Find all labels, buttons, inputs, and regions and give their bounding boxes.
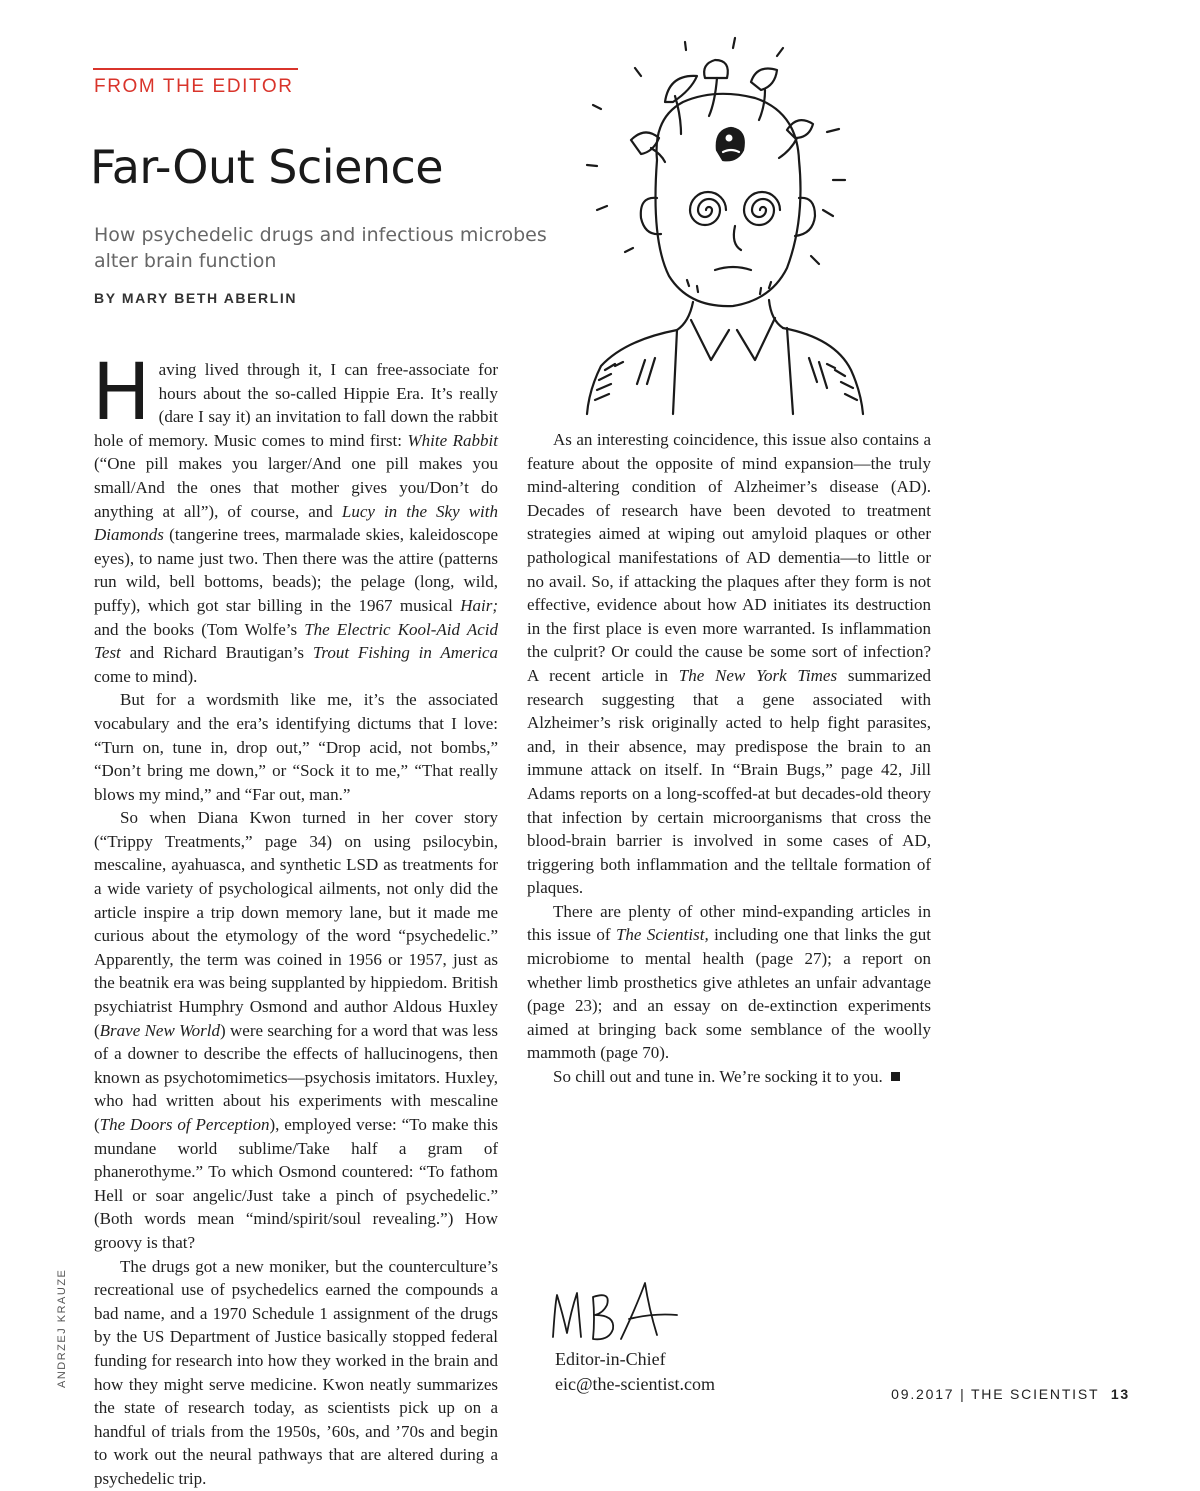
- paragraph: The drugs got a new moniker, but the counterculture’s recreational use of psychedelics earned the compounds a bad name, and a 1970 Schedule 1 assignment of the drugs by the US Department of Justice basically stopped federal funding for research into how they worked in the brain and how they might serve medicine. Kwon neatly summarizes the state of research today, as scientists pick up on a handful of trials from the 1950s, ’60s, and ’70s and begin to work out the neural pathways that are altered during a psychedelic trip.: [94, 1256, 498, 1488]
- book-title: Trout Fishing in America: [312, 643, 498, 663]
- byline: BY MARY BETH ABERLIN: [94, 290, 298, 306]
- book-title: Brave New World: [99, 1020, 221, 1040]
- song-title: White Rabbit: [407, 430, 499, 450]
- illustration-credit: ANDRZEJ KRAUZE: [56, 1268, 68, 1388]
- deck-subtitle: How psychedelic drugs and infectious microbes alter brain function: [94, 224, 547, 272]
- section-rule: [93, 68, 298, 70]
- article-column-1: [92, 348, 499, 1491]
- publication-title: The New York Times: [678, 665, 838, 685]
- end-mark-icon: [891, 1072, 900, 1081]
- drop-cap: H: [92, 348, 151, 438]
- section-label: FROM THE EDITOR: [94, 76, 294, 97]
- musical-title: Hair;: [460, 595, 498, 615]
- signature-title: Editor-in-Chief: [555, 1349, 666, 1369]
- page-footer: [891, 1386, 1130, 1402]
- paragraph: So chill out and tune in. We’re socking it to you.: [527, 1065, 931, 1089]
- paragraph: But for a wordsmith like me, it’s the associated vocabulary and the era’s identifying dictums that I love: “Turn on, tune in, drop out,” “Drop acid, not bombs,” “Don’t bring me down,” or “Sock it to me,” “That really blows my mind,” and “Far out, man.”: [94, 690, 498, 804]
- issue-date: 09.2017: [891, 1386, 955, 1402]
- book-title: The Doors of Perception: [99, 1115, 270, 1134]
- book-title: The Electric Kool-Aid Acid Test: [94, 619, 498, 663]
- song-title: Lucy in the Sky with Diamonds: [94, 501, 498, 545]
- publication-title: The Scientist,: [615, 925, 709, 945]
- publication-name: THE SCIENTIST: [970, 1386, 1100, 1402]
- page-title: Far-Out Science: [90, 140, 444, 194]
- page-number: 13: [1110, 1386, 1130, 1402]
- editor-email-link[interactable]: eic@the-scientist.com: [555, 1374, 716, 1394]
- paragraph: So when Diana Kwon turned in her cover story (“Trippy Treatments,” page 34) on using psilocybin, mescaline, ayahuasca, and synthetic LSD as treatments for a wide variety of psychological ailments, not only did the article inspire a trip down memory lane, but it made me curious about the etymology of the word “psychedelic.” Apparently, the term was coined in 1956 or 1957, just as the beatnik era was being supplanted by hippiedom. British psychiatrist Humphry Osmond and author Aldous Huxley (Brave New World) were searching for a word that was less of a downer to describe the effects of hallucinogens, then known as psychotomimetics—psychosis imitators. Huxley, who had written about his experiments with mescaline (The Doors of Perception), employed verse: “To make this mundane world sublime/Take half a gram of phanerothyme.” To which Osmond countered: “To fathom Hell or soar angelic/Just take a pinch of psychedelic.” (Both words mean “mind/spirit/soul revealing.”) How groovy is that?: [94, 808, 498, 1252]
- signature-initials: [545, 1275, 685, 1345]
- paragraph: As an interesting coincidence, this issue also contains a feature about the opposite of mind expansion—the truly mind-altering condition of Alzheimer’s disease (AD). Decades of research have been devoted to treatment strategies aimed at wiping out amyloid plaques or other pathological manifestations of AD dementia—to little or no avail. So, if attacking the plaques after they form is not effective, evidence about how AD initiates its destruction in the first place is even more warranted. Is inflammation the culprit? Or could the cause be some sort of infection? A recent article in The New York Times summarized research suggesting that a gene associated with Alzheimer’s risk originally acted to help fight parasites, and, in their absence, may predispose the brain to an immune attack on itself. In “Brain Bugs,” page 42, Jill Adams reports on a long-scoffed-at but decades-old theory that infection by certain microorganisms that cross the blood-brain barrier is involved in some cases of AD, triggering both inflammation and the telltale formation of plaques.: [527, 430, 931, 898]
- article-column-2: [527, 428, 931, 1089]
- paragraph: There are plenty of other mind-expanding articles in this issue of The Scientist, including one that links the gut microbiome to mental health (page 27); a report on whether limb prosthetics give athletes an unfair advantage (page 23); and an essay on de-extinction experiments aimed at bringing back some semblance of the woolly mammoth (page 70).: [527, 901, 931, 1063]
- footer-separator: |: [960, 1386, 966, 1402]
- paragraph: Having lived through it, I can free-associate for hours about the so-called Hippie Era. It’s really (dare I say it) an invitation to fall down the rabbit hole of memory. Music comes to mind first: White Rabbit (“One pill makes you larger/And one pill makes you small/And the ones that mother gives you/Don’t do anything at all”), of course, and Lucy in the Sky with Diamonds (tangerine trees, marmalade skies, kaleidoscope eyes), to name just two. Then there was the attire (patterns run wild, bell bottoms, beads); the pelage (long, wild, puffy), which got star billing in the 1967 musical Hair; and the books (Tom Wolfe’s The Electric Kool-Aid Acid Test and Richard Brautigan’s Trout Fishing in America come to mind).: [92, 348, 499, 686]
- editor-illustration: [565, 30, 865, 420]
